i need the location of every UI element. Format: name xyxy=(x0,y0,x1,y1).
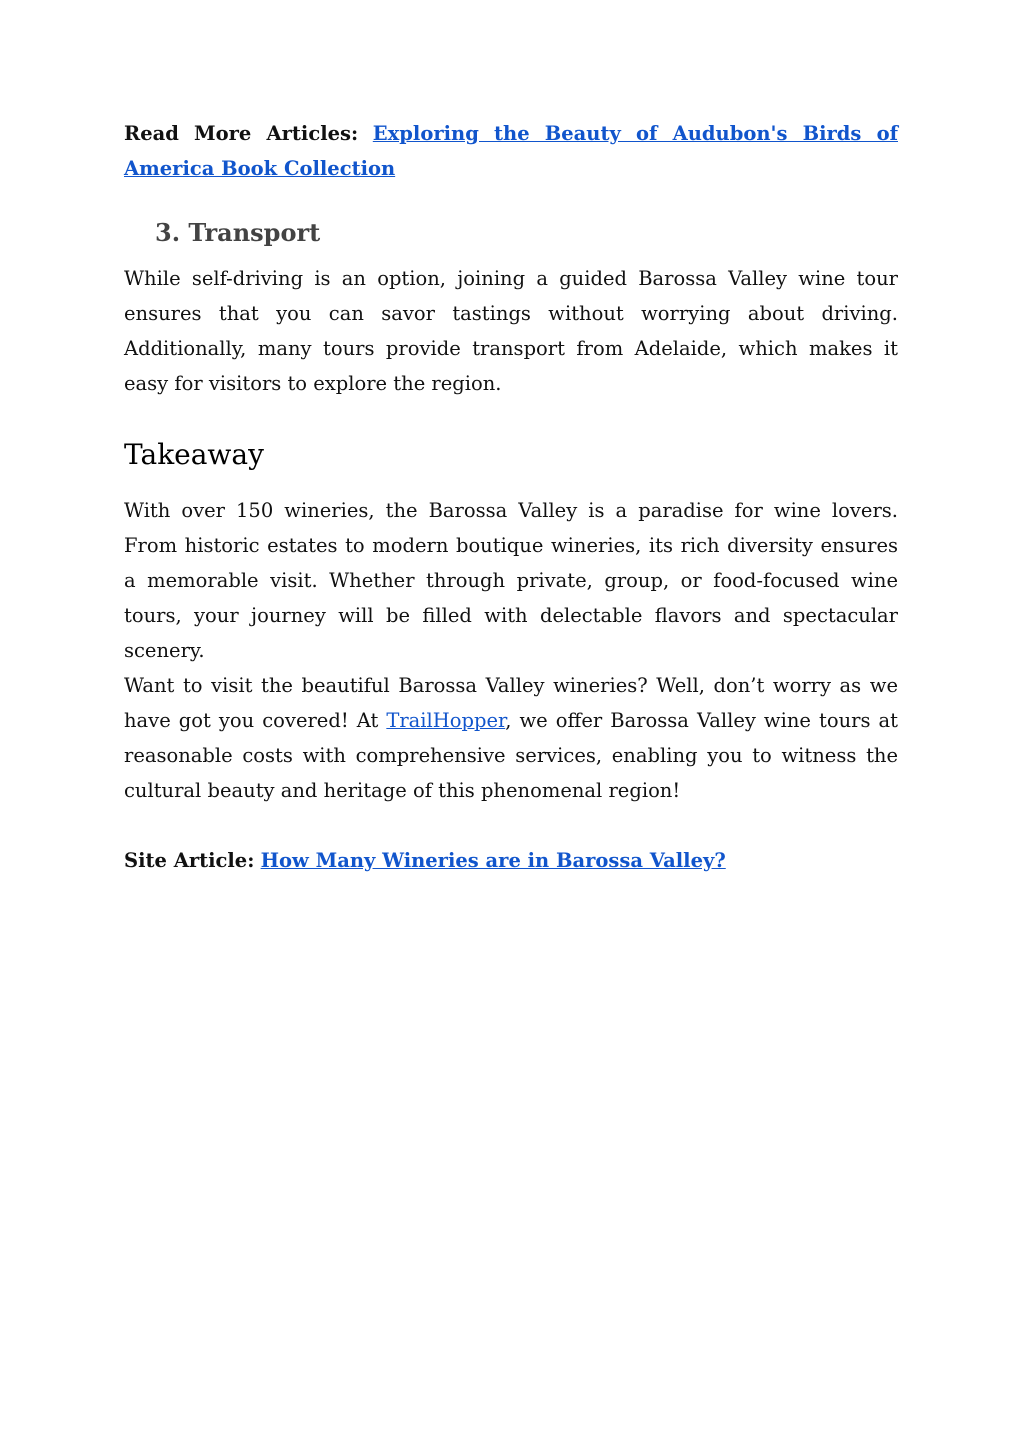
read-more-link[interactable]: Exploring the Beauty of Audubon's Birds of America Book Collection xyxy=(124,122,898,180)
takeaway-paragraph-2 xyxy=(124,668,898,808)
site-article-link[interactable]: How Many Wineries are in Barossa Valley? xyxy=(260,849,726,872)
takeaway-paragraph-2-before: Want to visit the beautiful Barossa Valley wineries? Well, don’t worry as we have got you covered! At xyxy=(124,674,898,732)
transport-paragraph: While self-driving is an option, joining a guided Barossa Valley wine tour ensures that you can savor tastings without worrying about driving. Additionally, many tours provide transport from Adelaide, which makes it easy for visitors to explore the region. xyxy=(124,267,898,395)
takeaway-paragraph-2-after: , we offer Barossa Valley wine tours at reasonable costs with comprehensive services, enabling you to witness the cultural beauty and heritage of this phenomenal region! xyxy=(124,709,898,802)
document-page xyxy=(124,116,898,878)
site-article-paragraph xyxy=(124,843,898,878)
transport-heading: 3. Transport xyxy=(155,218,321,247)
read-more-paragraph xyxy=(124,116,898,186)
read-more-label: Read More Articles: xyxy=(124,122,359,145)
takeaway-paragraph-1: With over 150 wineries, the Barossa Valley is a paradise for wine lovers. From historic estates to modern boutique wineries, its rich diversity ensures a memorable visit. Whether through private, group, or food-focused wine tours, your journey will be filled with delectable flavors and spectacular scenery. xyxy=(124,499,898,662)
takeaway-heading: Takeaway xyxy=(124,438,264,471)
site-article-label: Site Article: xyxy=(124,849,255,872)
trailhopper-link[interactable]: TrailHopper xyxy=(386,709,506,732)
